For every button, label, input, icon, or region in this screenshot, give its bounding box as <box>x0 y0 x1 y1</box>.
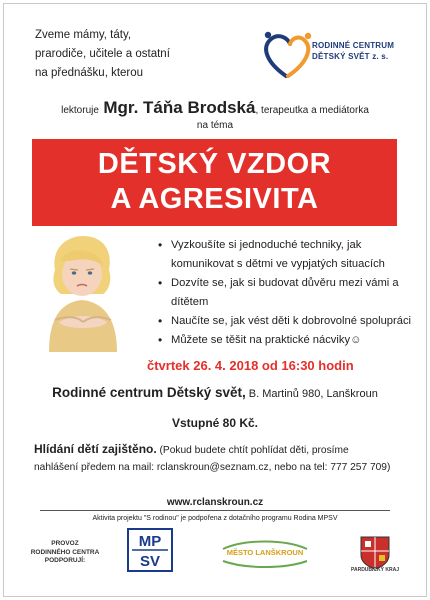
region-crest <box>355 533 395 591</box>
project-note: Aktivita projektu "S rodinou" je podpořena z dotačního programu Rodina MPSV <box>92 515 338 522</box>
benefit-item-4: • Můžete se těšit na praktické nácviky☺ <box>155 331 420 350</box>
invitation-text <box>35 26 225 83</box>
mpsv-logo <box>126 528 174 572</box>
logo-text <box>312 40 394 62</box>
town-logo <box>215 535 315 571</box>
event-date: čtvrtek 26. 4. 2018 od 16:30 hodin <box>147 358 354 373</box>
venue-name: Rodinné centrum Dětský svět, <box>52 385 246 400</box>
website-link[interactable]: www.rclanskroun.cz <box>166 497 264 508</box>
title-line-2: A AGRESIVITA <box>110 183 319 215</box>
sponsors-line-3: PODPORUJÍ: <box>44 557 86 564</box>
logo-name-line-2: DĚTSKÝ SVĚT z. s. <box>312 52 389 61</box>
invitation-line-2: prarodiče, učitele a ostatní <box>35 48 170 60</box>
lecturer-prefix: lektoruje <box>61 105 99 116</box>
mpsv-top-text: MP <box>138 533 162 550</box>
mpsv-bottom-text: SV <box>139 553 161 570</box>
childcare-info <box>34 441 414 476</box>
lecturer-role: , terapeutka a mediátorka <box>255 105 369 116</box>
footer-divider <box>40 510 390 511</box>
benefits-list <box>155 236 420 350</box>
sponsors-line-2: RODINNÉHO CENTRA <box>30 548 100 556</box>
sponsors-label <box>30 540 100 566</box>
venue-address: B. Martinů 980, Lanškroun <box>245 388 378 400</box>
venue-line <box>0 384 430 402</box>
town-label: MĚSTO LANŠKROUN <box>226 548 304 557</box>
invitation-line-3: na přednášku, kterou <box>35 67 144 79</box>
region-label: PARDUBICKÝ KRAJ <box>351 567 399 573</box>
child-photo <box>33 230 131 352</box>
invitation-line-1: Zveme mámy, táty, <box>35 29 132 41</box>
benefit-item-3: • Naučíte se, jak vést děti k dobrovolné spolupráci <box>155 312 420 331</box>
entry-fee: Vstupné 80 Kč. <box>171 416 259 430</box>
logo-name-line-1: RODINNÉ CENTRUM <box>312 41 395 50</box>
title-banner <box>32 139 397 226</box>
benefit-item-1: • Vyzkoušíte si jednoduché techniky, jak komunikovat s dětmi ve vypjatých situacích <box>155 236 420 274</box>
childcare-contact: nahlášení předem na mail: rclanskroun@seznam.cz, nebo na tel: 777 257 709) <box>34 462 391 473</box>
childcare-heading: Hlídání dětí zajištěno. <box>34 442 157 456</box>
lecturer-line <box>0 98 430 118</box>
title-line-1: DĚTSKÝ VZDOR <box>97 148 332 180</box>
benefit-item-2: • Dozvíte se, jak si budovat důvěru mezi vámi a dítětem <box>155 274 420 312</box>
childcare-detail: (Pokud budete chtít pohlídat děti, prosíme <box>156 445 349 456</box>
sponsors-line-1: PROVOZ <box>51 540 79 547</box>
lecturer-name: Mgr. Táňa Brodská <box>103 98 256 117</box>
topic-intro: na téma <box>196 120 234 131</box>
